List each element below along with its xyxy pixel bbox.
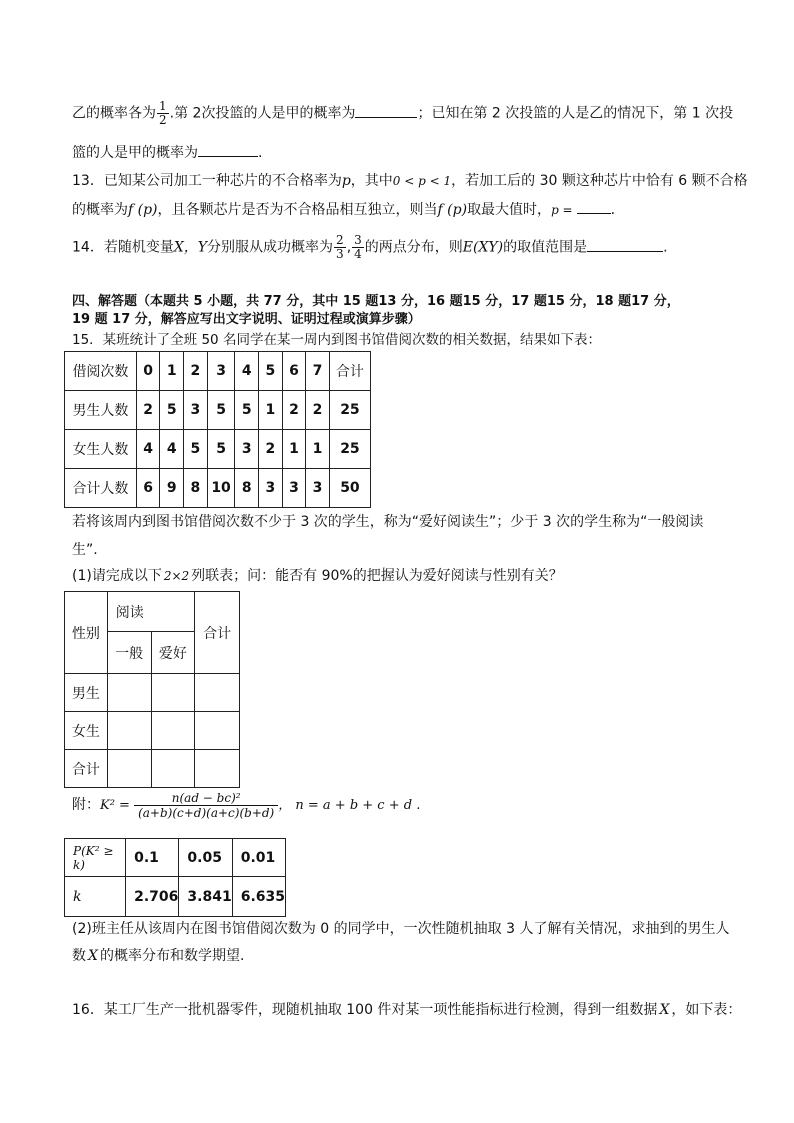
table-cell: 6	[282, 352, 306, 391]
table-cell: 2	[184, 352, 208, 391]
crit-k-label: k	[65, 877, 126, 917]
q15-definition-line1: 若将该周内到图书馆借阅次数不少于 3 次的学生，称为“爱好阅读生”；少于 3 次的学生称为“一般阅读	[72, 514, 704, 530]
ct-cell[interactable]	[195, 674, 240, 712]
q15-table-male-row	[65, 391, 371, 430]
q12-text-b: .第 2次投篮的人是甲的概率为	[169, 105, 356, 122]
table-cell: 50	[329, 469, 370, 508]
table-cell: 3	[259, 469, 283, 508]
ct-cell[interactable]	[151, 712, 195, 750]
ct-reading-header: 阅读	[107, 592, 195, 632]
table-cell: 8	[184, 469, 208, 508]
ct-cell[interactable]	[195, 750, 240, 788]
ct-total-header: 合计	[195, 592, 240, 674]
table-cell: 8	[235, 469, 259, 508]
q12-line1	[72, 100, 733, 127]
q15-intro: 15．某班统计了全班 50 名同学在某一周内到图书馆借阅次数的相关数据，结果如下表：	[72, 332, 601, 348]
q16-line: 16．某工厂生产一批机器零件，现随机抽取 100 件对某一项性能指标进行检测，得到一组数据 X ，如下表：	[72, 1002, 742, 1018]
q15-definition-line2: 生”.	[72, 542, 98, 558]
q13-blank[interactable]	[577, 199, 611, 214]
q12-blank-2[interactable]	[198, 142, 258, 157]
ct-cell[interactable]	[107, 712, 151, 750]
table-cell: 9	[160, 469, 184, 508]
q13-line2: 的概率为f (p)，且各颗芯片是否为不合格品相互独立，则当f (p)取最大值时，p = .	[72, 199, 615, 219]
ct-gender-header: 性别	[65, 592, 108, 674]
table-cell: 1	[306, 430, 330, 469]
table-cell: 合计	[329, 352, 370, 391]
q15-table-total-row	[65, 469, 371, 508]
table-cell: 5	[207, 391, 235, 430]
ct-sum-label: 合计	[65, 750, 108, 788]
q15-table-header-row	[65, 352, 371, 391]
q15-part2-line2: 数 X 的概率分布和数学期望.	[72, 948, 245, 964]
crit-k-value: 6.635	[232, 877, 285, 917]
table-cell: 5	[207, 430, 235, 469]
critical-value-table	[64, 838, 286, 917]
q12-text-c: ；已知在第 2 次投篮的人是乙的情况下，第 1 次投	[417, 105, 734, 122]
crit-head: P(K² ≥ k)	[65, 839, 126, 877]
k2-formula: 附：K² = $\frac{\text{n(ad − bc)²}}{(a+b)(c+d)(a+c)(b+d)}$ ， n = a + b + c + d .	[72, 791, 421, 820]
q15-data-table	[64, 351, 371, 508]
table-cell: 2	[282, 391, 306, 430]
table-cell: 2	[306, 391, 330, 430]
crit-prob: 0.1	[126, 839, 179, 877]
table-cell: 0	[136, 352, 160, 391]
q12-text-d: 篮的人是甲的概率为	[72, 145, 198, 161]
table-cell: 5	[235, 391, 259, 430]
table-cell: 3	[306, 469, 330, 508]
table-cell: 5	[184, 430, 208, 469]
section4-heading-line2: 19 题 17 分，解答应写出文字说明、证明过程或演算步骤）	[72, 312, 421, 327]
ct-cell[interactable]	[151, 674, 195, 712]
table-cell: 4	[160, 430, 184, 469]
table-cell: 25	[329, 430, 370, 469]
q14-line: 14．若随机变量X，Y分别服从成功概率为 $\frac{2}{3}$ , $\frac{3}{4}$ 的两点分布，则E(XY)的取值范围是 .	[72, 233, 668, 261]
ct-cell[interactable]	[107, 750, 151, 788]
row-label: 女生人数	[65, 430, 137, 469]
table-cell: 7	[306, 352, 330, 391]
q15-part1: (1)请完成以下 2×2 列联表；问：能否有 90%的把握认为爱好阅读与性别有关？	[72, 568, 563, 584]
section4-heading-line1: 四、解答题（本题共 5 小题，共 77 分，其中 15 题13 分，16 题15 分，17 题15 分，18 题17 分，	[72, 294, 680, 309]
q14-fraction-2: $\frac{3}{4}$	[354, 233, 362, 261]
ct-cell[interactable]	[195, 712, 240, 750]
row-label: 借阅次数	[65, 352, 137, 391]
ct-female-label: 女生	[65, 712, 108, 750]
crit-k-value: 3.841	[179, 877, 232, 917]
table-cell: 6	[136, 469, 160, 508]
q12-blank-1[interactable]	[355, 103, 417, 118]
table-cell: 2	[259, 430, 283, 469]
ct-cell[interactable]	[107, 674, 151, 712]
table-cell: 10	[207, 469, 235, 508]
table-cell: 1	[282, 430, 306, 469]
q12-text-a: 乙的概率各为	[72, 105, 156, 122]
table-cell: 5	[259, 352, 283, 391]
ct-normal-header: 一般	[107, 632, 151, 674]
ct-cell[interactable]	[151, 750, 195, 788]
table-cell: 1	[259, 391, 283, 430]
row-label: 男生人数	[65, 391, 137, 430]
crit-k-value: 2.706	[126, 877, 179, 917]
table-cell: 1	[160, 352, 184, 391]
crit-prob: 0.05	[179, 839, 232, 877]
table-cell: 3	[184, 391, 208, 430]
q12-line2: 篮的人是甲的概率为 .	[72, 142, 262, 162]
ct-love-header: 爱好	[151, 632, 195, 674]
row-label: 合计人数	[65, 469, 137, 508]
q15-table-female-row	[65, 430, 371, 469]
q14-blank[interactable]	[587, 237, 663, 252]
q12-fraction: $\frac{1}{2}$	[159, 99, 167, 127]
table-cell: 5	[160, 391, 184, 430]
table-cell: 3	[207, 352, 235, 391]
table-cell: 3	[282, 469, 306, 508]
k2-fraction: $\frac{\text{n(ad − bc)²}}{(a+b)(c+d)(a+c)(b+d)}$	[134, 791, 278, 820]
q15-part2-line1: (2)班主任从该周内在图书馆借阅次数为 0 的同学中，一次性随机抽取 3 人了解有关情况，求抽到的男生人	[72, 921, 730, 937]
crit-prob: 0.01	[232, 839, 285, 877]
table-cell: 4	[235, 352, 259, 391]
q13-line1: 13．已知某公司加工一种芯片的不合格率为p，其中0 < p < 1，若加工后的 30 颗这种芯片中恰有 6 颗不合格	[72, 173, 748, 189]
ct-male-label: 男生	[65, 674, 108, 712]
table-cell: 3	[235, 430, 259, 469]
table-cell: 25	[329, 391, 370, 430]
q14-fraction-1: $\frac{2}{3}$	[336, 233, 344, 261]
contingency-table	[64, 591, 240, 788]
table-cell: 2	[136, 391, 160, 430]
table-cell: 4	[136, 430, 160, 469]
